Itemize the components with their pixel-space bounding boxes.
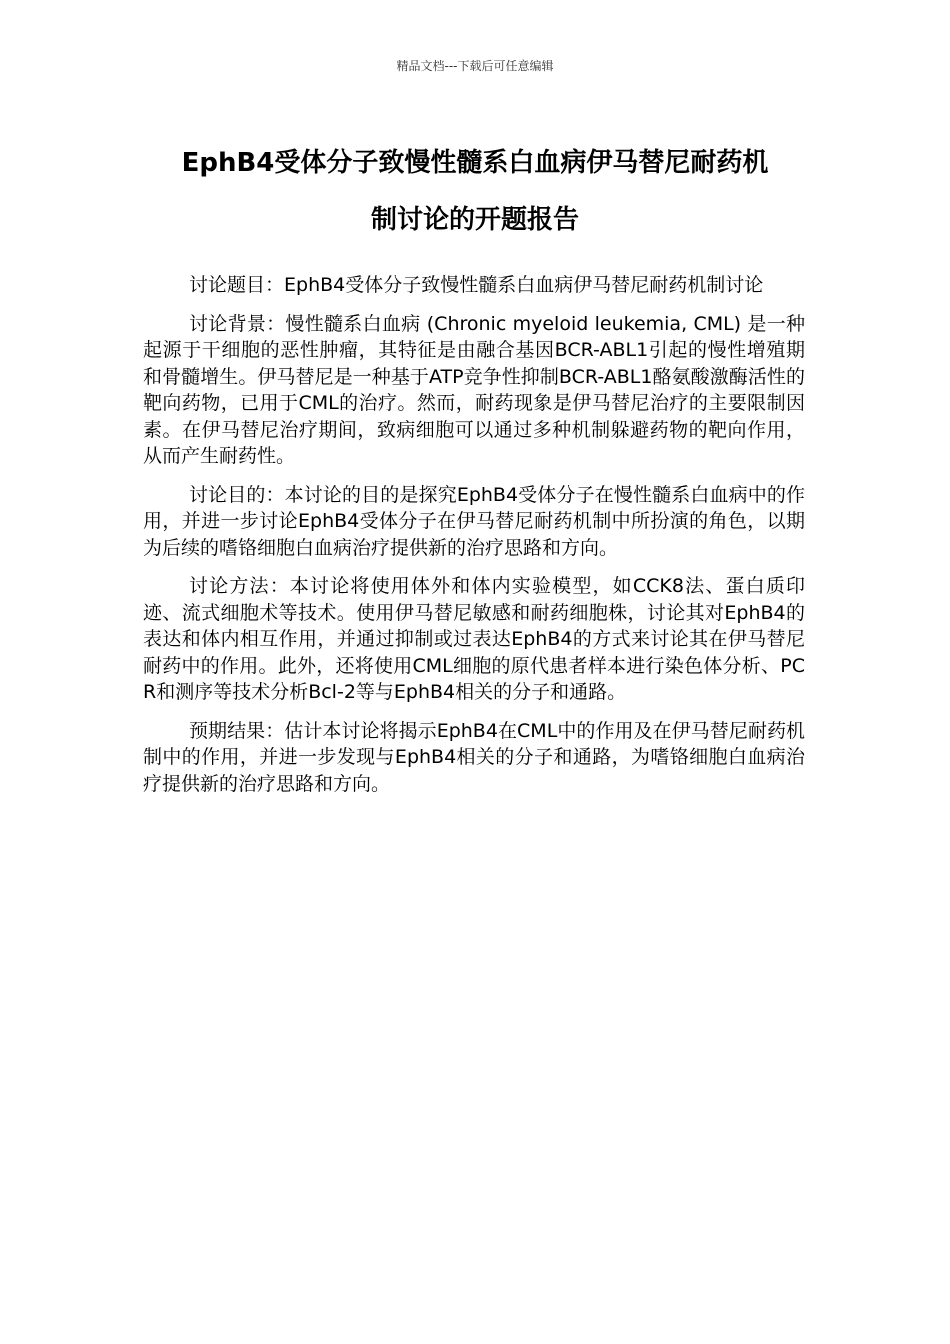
document-title <box>140 135 810 249</box>
paragraph-purpose: 讨论目的：本讨论的目的是探究EphB4受体分子在慢性髓系白血病中的作用，并进一步讨论EphB4受体分子在伊马替尼耐药机制中所扮演的角色，以期为后续的嗜铬细胞白血病治疗提供新的治疗思路和方向。 <box>143 483 805 559</box>
paragraph-background: 讨论背景：慢性髓系白血病 (Chronic myeloid leukemia, CML) 是一种起源于干细胞的恶性肿瘤，其特征是由融合基因BCR-ABL1引起的慢性增殖期和骨髓增生。伊马替尼是一种基于ATP竞争性抑制BCR-ABL1酪氨酸激酶活性的靶向药物，已用于CML的治疗。然而，耐药现象是伊马替尼治疗的主要限制因素。在伊马替尼治疗期间，致病细胞可以通过多种机制躲避药物的靶向作用，从而产生耐药性。 <box>143 312 805 467</box>
paragraph-methods: 讨论方法：本讨论将使用体外和体内实验模型，如CCK8法、蛋白质印迹、流式细胞术等技术。使用伊马替尼敏感和耐药细胞株，讨论其对EphB4的表达和体内相互作用，并通过抑制或过表达EphB4的方式来讨论其在伊马替尼耐药中的作用。此外，还将使用CML细胞的原代患者样本进行染色体分析、PCR和测序等技术分析Bcl-2等与EphB4相关的分子和通路。 <box>143 575 805 703</box>
header-note: 精品文档---下载后可任意编辑 <box>396 59 554 73</box>
paragraph-topic: 讨论题目：EphB4受体分子致慢性髓系白血病伊马替尼耐药机制讨论 <box>189 274 764 296</box>
document-body <box>143 272 805 809</box>
paragraph-expected-results: 预期结果：估计本讨论将揭示EphB4在CML中的作用及在伊马替尼耐药机制中的作用，并进一步发现与EphB4相关的分子和通路，为嗜铬细胞白血病治疗提供新的治疗思路和方向。 <box>143 719 805 795</box>
title-line-2: 制讨论的开题报告 <box>370 205 579 235</box>
title-line-1: EphB4受体分子致慢性髓系白血病伊马替尼耐药机 <box>181 148 769 178</box>
